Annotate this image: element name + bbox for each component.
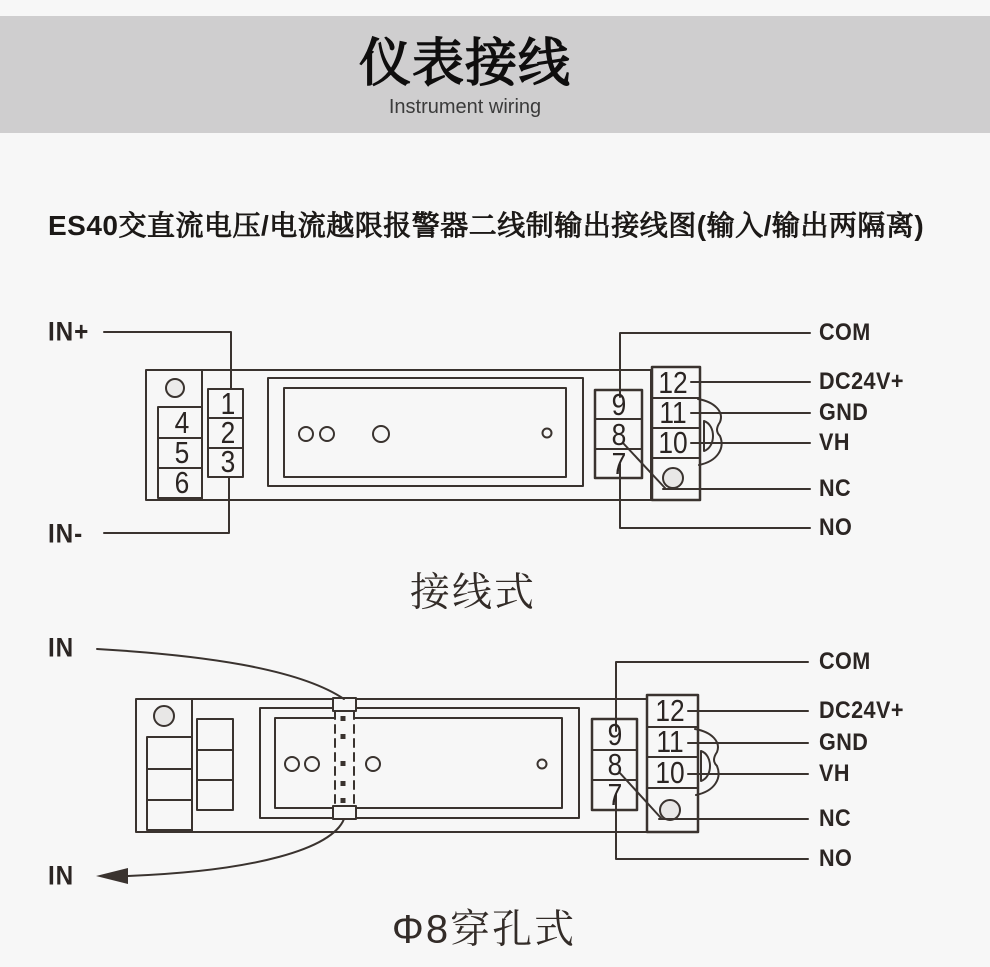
d2-output-label-vh: VH	[819, 760, 850, 787]
d1-terminal-4: 4	[174, 405, 190, 440]
d1-wire-in-minus	[104, 478, 229, 533]
d2-panel-hole-icon	[305, 757, 319, 771]
d1-panel-hole-icon	[320, 427, 334, 441]
d2-device	[136, 695, 719, 832]
d2-wire-no	[616, 794, 808, 859]
d1-terminal-3: 3	[220, 444, 236, 479]
d2-nc-terminal-circle	[660, 800, 680, 820]
d1-terminal-8: 8	[611, 417, 627, 452]
d1-terminal-6: 6	[174, 465, 190, 500]
d2-wire-in-top	[97, 649, 344, 699]
d2-output-label-gnd: GND	[819, 729, 869, 756]
d2-panel-outer	[260, 708, 579, 818]
d1-output-label-dc24v: DC24V+	[819, 368, 904, 395]
d1-panel-outer	[268, 378, 583, 486]
d2-wire-in-bottom	[128, 819, 344, 876]
d1-wire-in-plus	[104, 332, 231, 388]
d2-wire-com	[616, 662, 808, 731]
d1-terminal-2: 2	[220, 415, 236, 450]
d2-hole-cap-bottom	[333, 806, 356, 819]
d1-terminal-10: 10	[658, 425, 688, 460]
d1-input-label-in-plus: IN+	[48, 316, 90, 347]
d1-wire-com	[620, 333, 810, 397]
d2-panel-hole-small-icon	[538, 760, 547, 769]
d1-terminal-5: 5	[174, 435, 190, 470]
d2-terminal-col-mid	[197, 719, 233, 810]
d1-caption: 接线式	[410, 570, 536, 615]
d1-panel-hole-small-icon	[543, 429, 552, 438]
d2-hole-cap-top	[333, 698, 356, 711]
d1-terminal-9: 9	[611, 387, 627, 422]
d1-wire-no	[620, 464, 810, 528]
d2-mount-hole-icon	[154, 706, 174, 726]
d2-terminal-10: 10	[655, 755, 685, 790]
d2-terminal-12: 12	[655, 693, 685, 728]
d2-panel-hole-icon	[366, 757, 380, 771]
d1-rail-clip-shape	[698, 399, 722, 465]
d2-hole-channel-clear	[334, 711, 355, 807]
d2-rail-clip-inner	[701, 751, 710, 781]
d2-terminal-8: 8	[607, 747, 623, 782]
d2-arrowhead-icon	[96, 868, 128, 884]
d1-panel-hole-icon	[373, 426, 389, 442]
d1-mount-hole-icon	[166, 379, 184, 397]
wiring-description: ES40交直流电压/电流越限报警器二线制输出接线图(输入/输出两隔离)	[48, 210, 925, 241]
d1-output-label-nc: NC	[819, 475, 852, 502]
d1-terminal-7: 7	[611, 446, 627, 481]
d1-output-label-vh: VH	[819, 429, 850, 456]
d2-terminal-col-left	[147, 737, 192, 830]
d1-terminal-12: 12	[658, 365, 688, 400]
d2-input-label-in-bottom: IN	[48, 860, 75, 891]
d1-nc-terminal-circle	[663, 468, 683, 488]
d1-panel-inner	[284, 388, 566, 477]
d2-panel-hole-icon	[285, 757, 299, 771]
d1-panel-hole-icon	[299, 427, 313, 441]
d1-output-label-com: COM	[819, 319, 871, 346]
d2-output-label-no: NO	[819, 845, 853, 872]
d2-terminal-11: 11	[656, 724, 684, 759]
page-subtitle: Instrument wiring	[388, 96, 542, 118]
page-title: 仪表接线	[358, 35, 571, 93]
d1-terminal-11: 11	[659, 395, 687, 430]
d1-rail-clip-inner	[704, 421, 713, 451]
d1-terminal-1: 1	[220, 386, 236, 421]
d2-input-label-in-top: IN	[48, 632, 75, 663]
d2-terminal-7: 7	[607, 777, 623, 812]
d2-caption: Φ8穿孔式	[391, 907, 577, 952]
d2-terminal-9: 9	[607, 717, 623, 752]
d1-input-label-in-minus: IN-	[48, 518, 84, 549]
d1-output-label-gnd: GND	[819, 399, 869, 426]
d2-output-label-com: COM	[819, 648, 871, 675]
d2-output-label-nc: NC	[819, 805, 852, 832]
d1-output-label-no: NO	[819, 514, 853, 541]
d2-output-label-dc24v: DC24V+	[819, 697, 904, 724]
